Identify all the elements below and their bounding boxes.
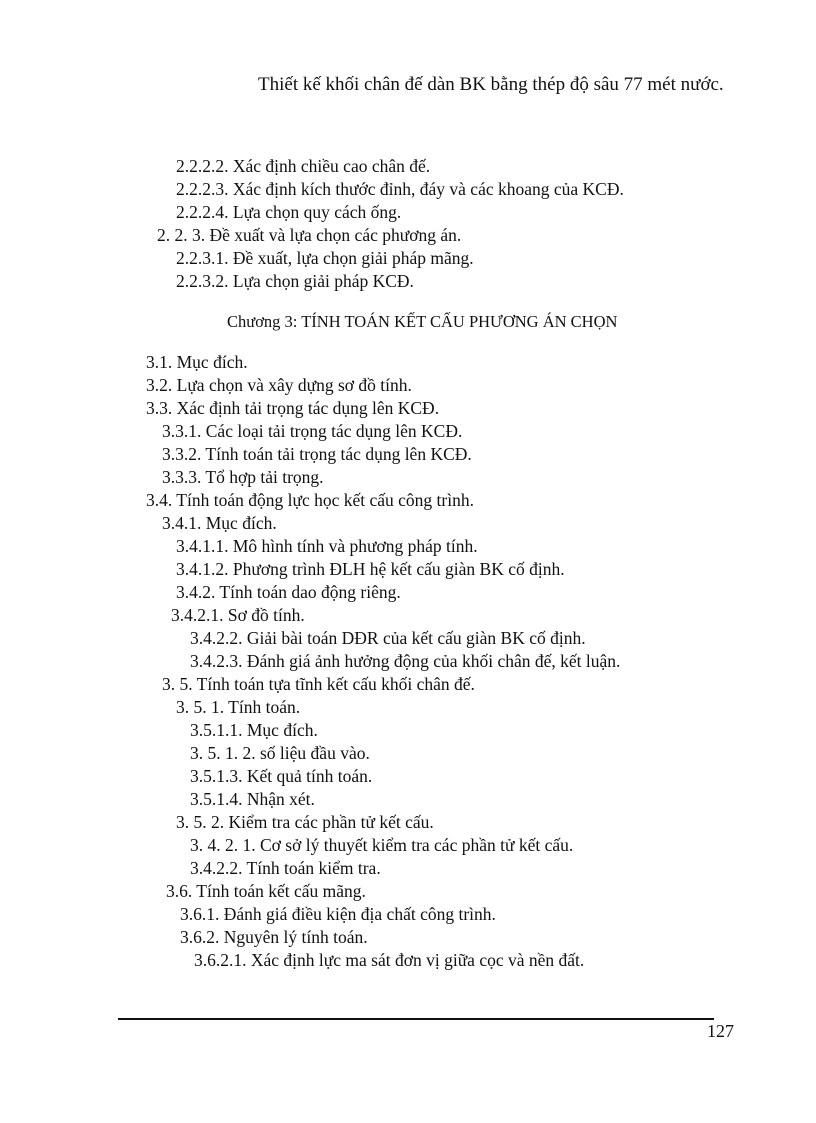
- toc-entry: 2. 2. 3. Đề xuất và lựa chọn các phương án.: [157, 225, 462, 245]
- chapter-heading: Chương 3: TÍNH TOÁN KẾT CẤU PHƯƠNG ÁN CHỌN: [227, 312, 618, 331]
- toc-entry: 3.4.2.2. Tính toán kiểm tra.: [190, 858, 381, 878]
- toc-entry: 3.6. Tính toán kết cấu mãng.: [166, 881, 366, 901]
- toc-entry: 3.1. Mục đích.: [146, 352, 248, 372]
- toc-entry: 2.2.2.2. Xác định chiều cao chân đế.: [176, 156, 431, 176]
- toc-entry: 3. 5. 1. 2. số liệu đầu vào.: [190, 743, 370, 763]
- toc-entry: 3.4.1.2. Phương trình ĐLH hệ kết cấu giàn BK cố định.: [176, 559, 565, 579]
- toc-entry: 3.4. Tính toán động lực học kết cấu công trình.: [146, 490, 474, 510]
- toc-entry: 3.5.1.1. Mục đích.: [190, 720, 318, 740]
- toc-entry: 3.4.1. Mục đích.: [162, 513, 277, 533]
- toc-entry: 3. 4. 2. 1. Cơ sở lý thuyết kiểm tra các phần tử kết cấu.: [190, 835, 574, 855]
- toc-entry: 3.4.2.1. Sơ đồ tính.: [171, 605, 305, 625]
- toc-entry: 3.3.1. Các loại tải trọng tác dụng lên KCĐ.: [162, 421, 463, 441]
- footer-rule: [118, 1018, 714, 1020]
- toc-entry: 2.2.3.2. Lựa chọn giải pháp KCĐ.: [176, 271, 414, 291]
- toc-entry: 3.4.2.2. Giải bài toán DĐR của kết cấu giàn BK cố định.: [190, 628, 586, 648]
- toc-entry: 3.4.2. Tính toán dao động riêng.: [176, 582, 401, 602]
- toc-entry: 3. 5. 2. Kiểm tra các phần tử kết cấu.: [176, 812, 434, 832]
- page-number: 127: [707, 1021, 734, 1041]
- toc-entry: 3.3.2. Tính toán tải trọng tác dụng lên KCĐ.: [162, 444, 472, 464]
- toc-entry: 2.2.2.4. Lựa chọn quy cách ống.: [176, 202, 402, 222]
- running-header: Thiết kế khối chân đế dàn BK bằng thép độ sâu 77 mét nước.: [258, 74, 724, 95]
- toc-entry: 3.6.2. Nguyên lý tính toán.: [180, 927, 368, 947]
- toc-entry: 3.3. Xác định tải trọng tác dụng lên KCĐ.: [146, 398, 440, 418]
- toc-entry: 3.6.1. Đánh giá điều kiện địa chất công trình.: [180, 904, 496, 924]
- toc-entry: 2.2.2.3. Xác định kích thước đỉnh, đáy và các khoang của KCĐ.: [176, 179, 624, 199]
- toc-entry: 3.4.2.3. Đánh giá ảnh hưởng động của khối chân đế, kết luận.: [190, 651, 621, 671]
- toc-entry: 3.5.1.4. Nhận xét.: [190, 789, 315, 809]
- toc-entry: 3. 5. Tính toán tựa tĩnh kết cấu khối chân đế.: [162, 674, 475, 694]
- toc-entry: 2.2.3.1. Đề xuất, lựa chọn giải pháp mãng.: [176, 248, 474, 268]
- toc-entry: 3.5.1.3. Kết quả tính toán.: [190, 766, 373, 786]
- toc-entry: 3.6.2.1. Xác định lực ma sát đơn vị giữa cọc và nền đất.: [194, 950, 585, 970]
- toc-entry: 3. 5. 1. Tính toán.: [176, 697, 301, 717]
- toc-entry: 3.3.3. Tổ hợp tải trọng.: [162, 467, 324, 487]
- toc-entry: 3.2. Lựa chọn và xây dựng sơ đồ tính.: [146, 375, 412, 395]
- toc-entry: 3.4.1.1. Mô hình tính và phương pháp tính.: [176, 536, 478, 556]
